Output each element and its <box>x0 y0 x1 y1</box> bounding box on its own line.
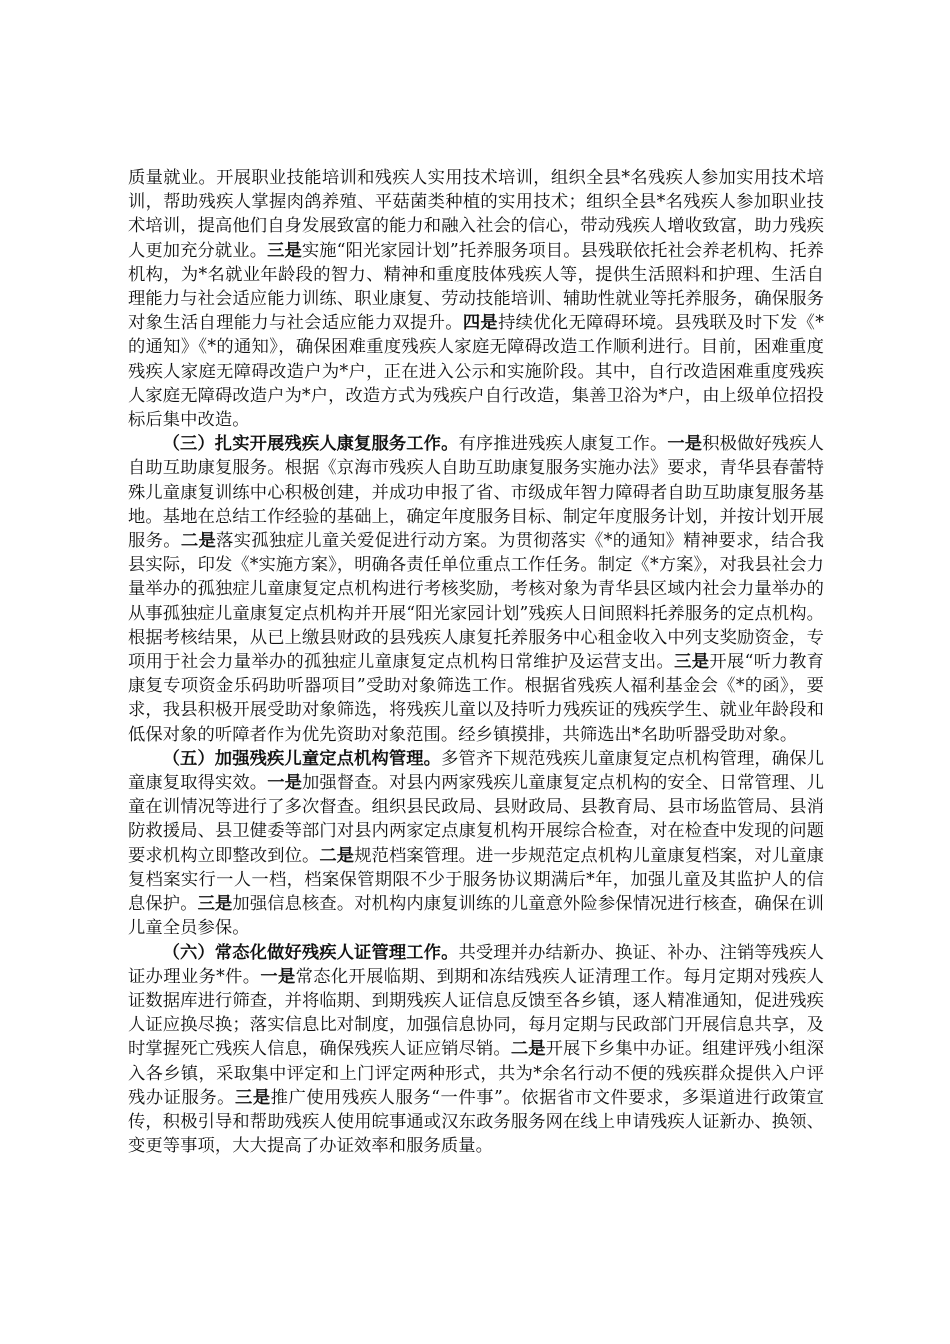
text-run: 多管齐下规范残疾儿童康复定点机构管理，确保儿童康复取得实效。 <box>128 748 824 794</box>
bold-text-run: 一是 <box>667 434 703 455</box>
bold-text-run: 三是 <box>235 1087 271 1108</box>
bold-text-run: 二是 <box>319 845 355 866</box>
text-run: 共受理并办结新办、换证、补办、注销等残疾人证办理业务*件。 <box>128 942 824 987</box>
paragraph <box>128 432 824 747</box>
text-run: 开展下乡集中办证。组建评残小组深入各乡镇，采取集中评定和上门评定两种形式，共为*余名行动不便的残疾群众提供入户评残办证服务。 <box>128 1039 825 1108</box>
text-run: 常态化开展临期、到期和冻结残疾人证清理工作。每月定期对残疾人证数据库进行筛查，并将临期、到期残疾人证信息反馈至各乡镇，逐人精准通知，促进残疾人证应换尽换；落实信息比对制度，加强信息协同，每月定期与民政部门开展信息共享，及时掌握死亡残疾人信息，确保残疾人证应销尽销。 <box>128 966 824 1060</box>
bold-text-run: 四是 <box>462 313 499 334</box>
paragraph <box>128 747 824 941</box>
paragraph <box>128 941 824 1159</box>
bold-text-run: 二是 <box>180 531 217 552</box>
bold-text-run: 三是 <box>197 894 233 915</box>
text-run: 质量就业。开展职业技能培训和残疾人实用技术培训，组织全县*名残疾人参加实用技术培训，帮助残疾人掌握肉鸽养殖、平菇菌类种植的实用技术；组织全县*名残疾人参加职业技术培训，提高他们自身发展致富的能力和融入社会的信心，带动残疾人增收致富，助力残疾人更加充分就业。 <box>128 168 824 261</box>
text-run: 积极做好残疾人自助互助康复服务。根据《京海市残疾人自助互助康复服务实施办法》要求，青华县春蕾特殊儿童康复训练中心积极创建，并成功申报了省、市级成年智力障碍者自助互助康复服务基地。基地在总结工作经验的基础上，确定年度服务目标、制定年度服务计划，并按计划开展服务。 <box>128 434 825 552</box>
text-run: 推广使用残疾人服务“一件事”。依据省市文件要求，多渠道进行政策宣传，积极引导和帮助残疾人使用皖事通或汉东政务服务网在线上申请残疾人证新办、换领、变更等事项，大大提高了办证效率和服务质量。 <box>128 1087 824 1157</box>
bold-text-run: （三）扎实开展残疾人康复服务工作。 <box>162 434 459 455</box>
bold-text-run: 一是 <box>267 773 303 794</box>
text-run: 有序推进残疾人康复工作。 <box>458 434 668 455</box>
bold-text-run: （五）加强残疾儿童定点机构管理。 <box>162 748 442 769</box>
bold-text-run: 三是 <box>674 652 710 673</box>
text-run: 加强信息核查。对机构内康复训练的儿童意外险参保情况进行核查，确保在训儿童全员参保。 <box>128 894 825 939</box>
document-body <box>128 166 824 1158</box>
paragraph <box>128 166 824 432</box>
bold-text-run: （六）常态化做好残疾人证管理工作。 <box>162 942 459 963</box>
bold-text-run: 一是 <box>260 966 296 987</box>
bold-text-run: 二是 <box>510 1039 546 1060</box>
text-run: 实施“阳光家园计划”托养服务项目。县残联依托社会养老机构、托养机构，为*名就业年龄段的智力、精神和重度肢体残疾人等，提供生活照料和护理、生活自理能力与社会适应能力训练、职业康复、劳动技能培训、辅助性就业等托养服务，确保服务对象生活自理能力与社会适应能力双提升。 <box>128 240 824 334</box>
text-run: 持续优化无障碍环境。县残联及时下发《*的通知》《*的通知》，确保困难重度残疾人家庭无障碍改造工作顺利进行。目前，困难重度残疾人家庭无障碍改造户为*户，正在进入公示和实施阶段。其中，自行改造困难重度残疾人家庭无障碍改造户为*户，改造方式为残疾户自行改造，集善卫浴为*户，由上级单位招投标后集中改造。 <box>128 313 824 431</box>
text-run: 加强督查。对县内两家残疾儿童康复定点机构的安全、日常管理、儿童在训情况等进行了多次督查。组织县民政局、县财政局、县教育局、县市场监管局、县消防救援局、县卫健委等部门对县内两家定点康复机构开展综合检查，对在检查中发现的问题要求机构立即整改到位。 <box>128 773 824 866</box>
text-run: 规范档案管理。进一步规范定点机构儿童康复档案，对儿童康复档案实行一人一档，档案保管期限不少于服务协议期满后*年，加强儿童及其监护人的信息保护。 <box>128 845 825 915</box>
text-run: 落实孤独症儿童关爱促进行动方案。为贯彻落实《*的通知》精神要求，结合我县实际，印发《*实施方案》，明确各责任单位重点工作任务。制定《*方案》，对我县社会力量举办的孤独症儿童康复定点机构进行考核奖励，考核对象为青华县区域内社会力量举办的从事孤独症儿童康复定点机构并开展“阳光家园计划”残疾人日间照料托养服务的定点机构。根据考核结果，从已上缴县财政的县残疾人康复托养服务中心租金收入中列支奖励资金，专项用于社会力量举办的孤独症儿童康复定点机构日常维护及运营支出。 <box>128 531 824 673</box>
text-run: 开展“听力教育康复专项资金乐码助听器项目”受助对象筛选工作。根据省残疾人福利基金会《*的函》，要求，我县积极开展受助对象筛选，将残疾儿童以及持听力残疾证的残疾学生、就业年龄段和低保对象的听障者作为优先资助对象范围。经乡镇摸排，共筛选出*名助听器受助对象。 <box>128 652 824 745</box>
bold-text-run: 三是 <box>267 240 302 261</box>
